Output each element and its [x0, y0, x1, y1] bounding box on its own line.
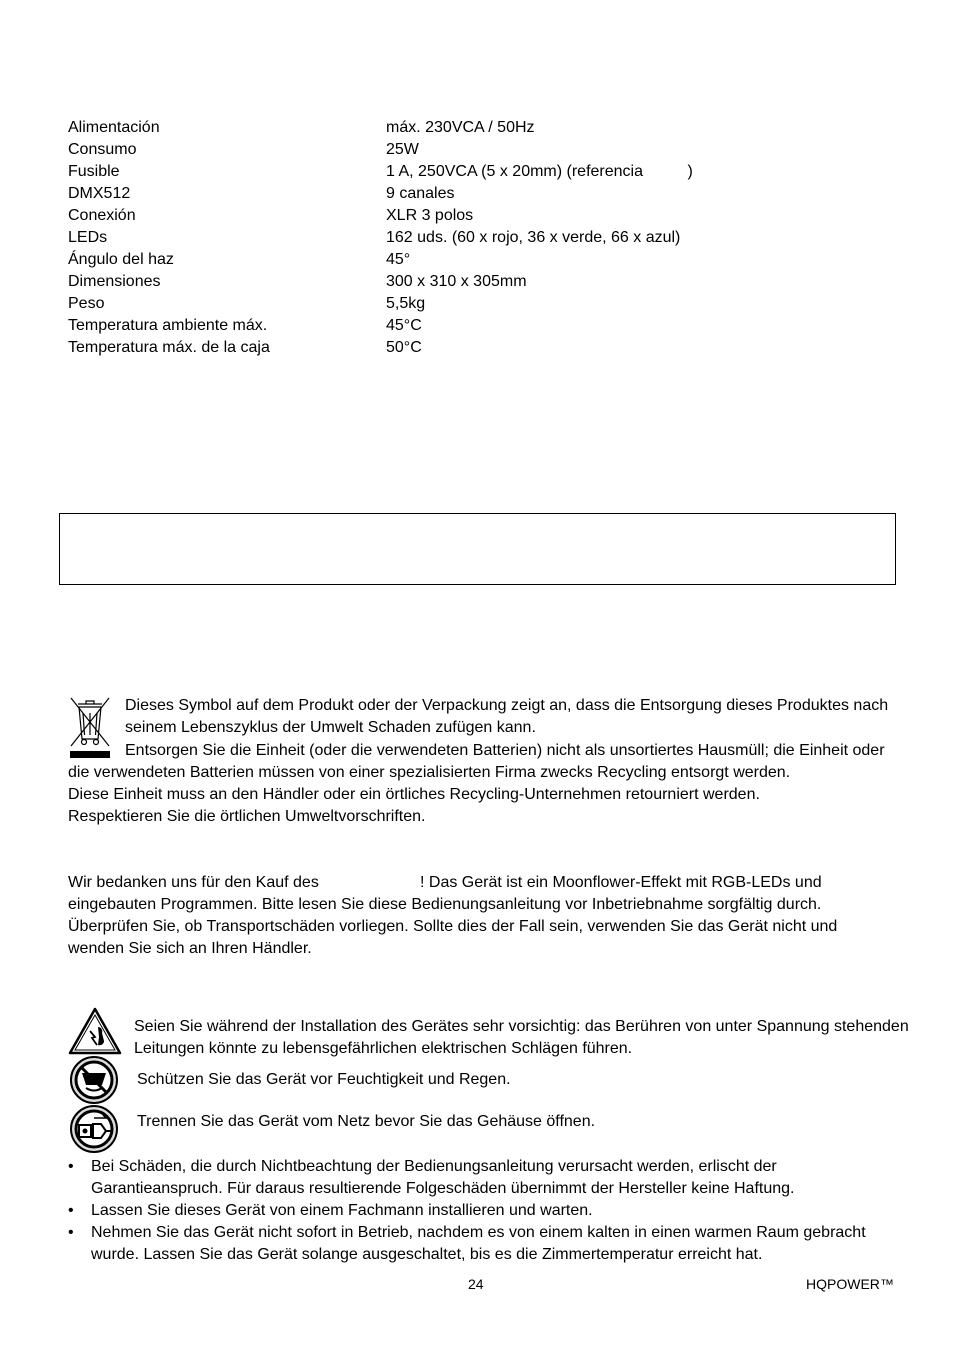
list-item — [68, 1200, 866, 1222]
intro-line: Wir bedanken uns für den Kauf des — [68, 874, 319, 891]
intro-line: Überprüfen Sie, ob Transportschäden vorliegen. Sollte dies der Fall sein, verwenden Sie das Gerät nicht und — [68, 918, 838, 935]
intro-line: ! Das Gerät ist ein Moonflower-Effekt mit RGB-LEDs und — [420, 874, 822, 891]
brand-name: HQPOWER™ — [806, 1276, 894, 1292]
spec-value: 5,5kg — [386, 295, 426, 312]
safety-shock-line: Leitungen könnte zu lebensgefährlichen elektrischen Schlägen führen. — [134, 1040, 633, 1057]
spec-value: 300 x 310 x 305mm — [386, 273, 527, 290]
spec-row — [68, 271, 768, 293]
page-number: 24 — [468, 1276, 484, 1292]
spec-row — [68, 161, 768, 183]
bullet-list — [68, 1156, 866, 1266]
bullet-symbol: • — [68, 1158, 74, 1175]
spec-label: LEDs — [68, 229, 108, 246]
spec-value: 162 uds. (60 x rojo, 36 x verde, 66 x azul) — [386, 229, 681, 246]
spec-label: Conexión — [68, 207, 136, 224]
spec-label: DMX512 — [68, 185, 131, 202]
moisture-warning-icon — [68, 1055, 120, 1105]
list-item-line: Bei Schäden, die durch Nichtbeachtung der Bedienungsanleitung verursacht werden, erlischt der — [91, 1158, 777, 1175]
empty-bordered-box — [59, 513, 896, 585]
list-item-line: wurde. Lassen Sie das Gerät solange ausgeschaltet, bis es die Zimmertemperatur erreicht hat. — [91, 1246, 763, 1263]
weee-line: Diese Einheit muss an den Händler oder ein örtliches Recycling-Unternehmen retourniert werden. — [68, 786, 760, 803]
weee-line: die verwendeten Batterien müssen von einer spezialisierten Firma zwecks Recycling entsorgt werden. — [68, 764, 791, 781]
spec-row — [68, 337, 768, 359]
spec-label: Alimentación — [68, 119, 160, 136]
weee-line: Dieses Symbol auf dem Produkt oder der Verpackung zeigt an, dass die Entsorgung dieses Produktes nach — [125, 697, 889, 714]
bullet-symbol: • — [68, 1224, 74, 1241]
crossed-bin-icon — [68, 695, 112, 759]
list-item-line: Nehmen Sie das Gerät nicht sofort in Betrieb, nachdem es von einem kalten in einen warmen Raum gebracht — [91, 1224, 866, 1241]
spec-row — [68, 315, 768, 337]
list-item-line: Lassen Sie dieses Gerät von einem Fachmann installieren und warten. — [91, 1202, 593, 1219]
spec-value: 1 A, 250VCA (5 x 20mm) (referencia ) — [386, 163, 693, 180]
spec-label: Temperatura ambiente máx. — [68, 317, 268, 334]
spec-value: máx. 230VCA / 50Hz — [386, 119, 535, 136]
safety-shock-line: Seien Sie während der Installation des Gerätes sehr vorsichtig: das Berühren von unter Spannung stehenden — [134, 1018, 909, 1035]
spec-label: Ángulo del haz — [68, 251, 174, 268]
intro-line: eingebauten Programmen. Bitte lesen Sie diese Bedienungsanleitung vor Inbetriebnahme sorgfältig durch. — [68, 896, 822, 913]
spec-row — [68, 227, 768, 249]
spec-row — [68, 117, 768, 139]
spec-label: Consumo — [68, 141, 137, 158]
safety-unplug-text: Trennen Sie das Gerät vom Netz bevor Sie das Gehäuse öffnen. — [137, 1113, 596, 1130]
electric-shock-warning-icon — [68, 1007, 122, 1055]
spec-label: Temperatura máx. de la caja — [68, 339, 270, 356]
unplug-warning-icon — [68, 1104, 120, 1154]
intro-line: wenden Sie sich an Ihren Händler. — [68, 940, 312, 957]
spec-value: 50°C — [386, 339, 422, 356]
weee-line: Respektieren Sie die örtlichen Umweltvorschriften. — [68, 808, 426, 825]
safety-moisture-text: Schützen Sie das Gerät vor Feuchtigkeit und Regen. — [137, 1071, 511, 1088]
spec-value: 45° — [386, 251, 411, 268]
spec-value: XLR 3 polos — [386, 207, 474, 224]
spec-label: Dimensiones — [68, 273, 161, 290]
spec-row — [68, 139, 768, 161]
spec-value: 9 canales — [386, 185, 455, 202]
spec-row — [68, 293, 768, 315]
spec-label: Peso — [68, 295, 105, 312]
spec-value: 25W — [386, 141, 419, 158]
spec-row — [68, 183, 768, 205]
spec-row — [68, 249, 768, 271]
weee-line: Entsorgen Sie die Einheit (oder die verwendeten Batterien) nicht als unsortiertes Hausmüll; die Einheit oder — [125, 742, 885, 759]
spec-label: Fusible — [68, 163, 120, 180]
spec-table — [68, 117, 768, 359]
spec-value: 45°C — [386, 317, 422, 334]
list-item — [68, 1222, 866, 1266]
list-item-line: Garantieanspruch. Für daraus resultierende Folgeschäden übernimmt der Hersteller keine Haftung. — [91, 1180, 795, 1197]
list-item — [68, 1156, 866, 1200]
bullet-symbol: • — [68, 1202, 74, 1219]
weee-line: seinem Lebenszyklus der Umwelt Schaden zufügen kann. — [125, 719, 536, 736]
spec-row — [68, 205, 768, 227]
